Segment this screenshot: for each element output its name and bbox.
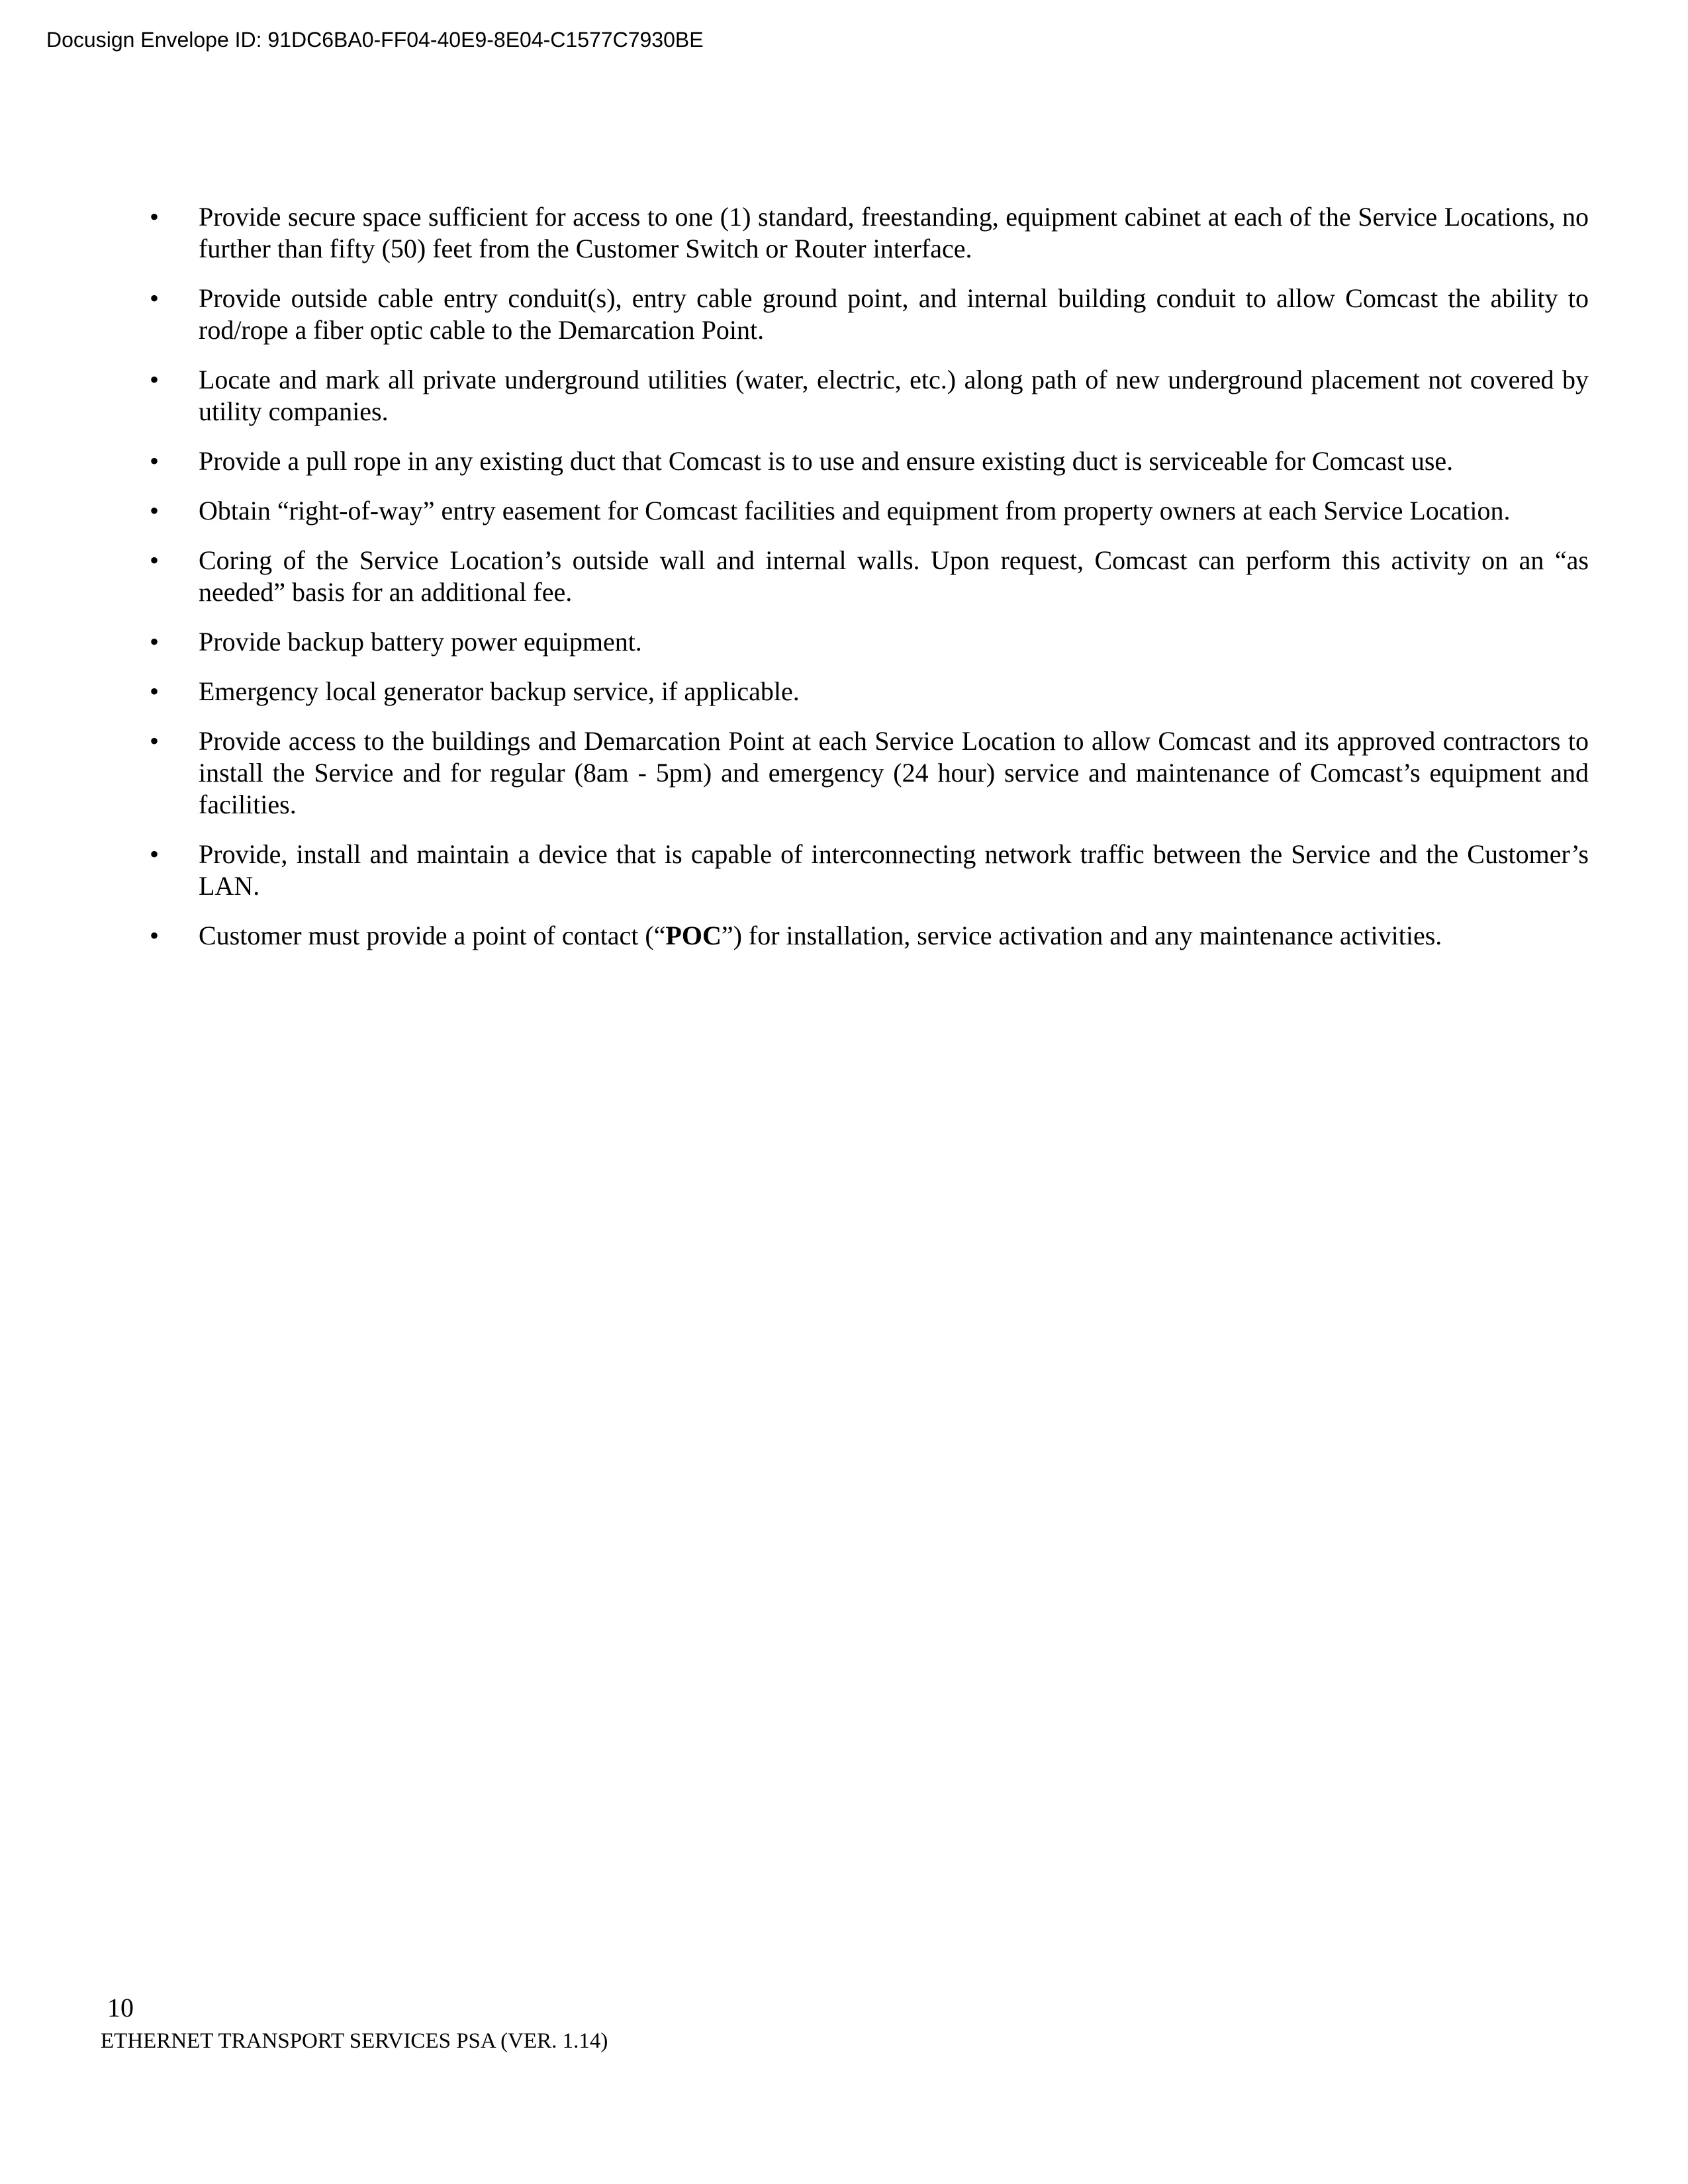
list-item-text: Provide secure space sufficient for access to one (1) standard, freestanding, equipment cabinet at each of the Service Locations, no further than fifty (50) feet from the Customer Switch or Router interface.: [199, 202, 1589, 263]
bullet-icon: •: [150, 283, 160, 313]
poc-text-after: ”) for installation, service activation and any maintenance activities.: [721, 921, 1442, 950]
bullet-icon: •: [150, 676, 160, 706]
list-item-text: Obtain “right-of-way” entry easement for Comcast facilities and equipment from property owners at each Service Location.: [199, 496, 1511, 525]
list-item-text: Provide outside cable entry conduit(s), entry cable ground point, and internal building conduit to allow Comcast the ability to rod/rope a fiber optic cable to the Demarcation Point.: [199, 283, 1589, 345]
list-item-text: Provide access to the buildings and Demarcation Point at each Service Location to allow Comcast and its approved contractors to install the Service and for regular (8am - 5pm) and emergency (24 hour) service and maintenance of Comcast’s equipment and facilities.: [199, 726, 1589, 819]
docusign-envelope-id: Docusign Envelope ID: 91DC6BA0-FF04-40E9-8E04-C1577C7930BE: [46, 28, 704, 52]
list-item: [146, 676, 1589, 707]
list-item-text: Provide, install and maintain a device that is capable of interconnecting network traffic between the Service and the Customer’s LAN.: [199, 839, 1589, 901]
bullet-icon: •: [150, 921, 160, 950]
list-item: [146, 495, 1589, 527]
list-item-text: [199, 921, 1442, 950]
list-item-text: Coring of the Service Location’s outside wall and internal walls. Upon request, Comcast can perform this activity on an “as needed” basis for an additional fee.: [199, 545, 1589, 607]
bullet-icon: •: [150, 446, 160, 476]
list-item: [146, 839, 1589, 902]
list-item: [146, 445, 1589, 477]
customer-responsibilities-list: [146, 201, 1589, 970]
list-item-text: Provide a pull rope in any existing duct that Comcast is to use and ensure existing duct is serviceable for Comcast use.: [199, 446, 1454, 476]
list-item: [146, 201, 1589, 265]
list-item: [146, 920, 1589, 952]
bullet-icon: •: [150, 726, 160, 756]
bullet-icon: •: [150, 545, 160, 575]
list-item: [146, 725, 1589, 821]
list-item-text: Provide backup battery power equipment.: [199, 627, 642, 657]
list-item: [146, 364, 1589, 428]
list-item-text: Emergency local generator backup service, if applicable.: [199, 676, 800, 706]
bullet-icon: •: [150, 627, 160, 657]
bullet-icon: •: [150, 496, 160, 525]
bullet-icon: •: [150, 202, 160, 232]
footer-document-title: ETHERNET TRANSPORT SERVICES PSA (VER. 1.14): [101, 2029, 608, 2053]
list-item: [146, 626, 1589, 658]
bullet-icon: •: [150, 365, 160, 394]
poc-text-before: Customer must provide a point of contact (“: [199, 921, 666, 950]
list-item: [146, 545, 1589, 608]
poc-term: POC: [665, 921, 722, 950]
bullet-icon: •: [150, 839, 160, 869]
page-number: 10: [107, 1993, 134, 2023]
list-item: [146, 283, 1589, 346]
list-item-text: Locate and mark all private underground utilities (water, electric, etc.) along path of new underground placement not covered by utility companies.: [199, 365, 1589, 426]
